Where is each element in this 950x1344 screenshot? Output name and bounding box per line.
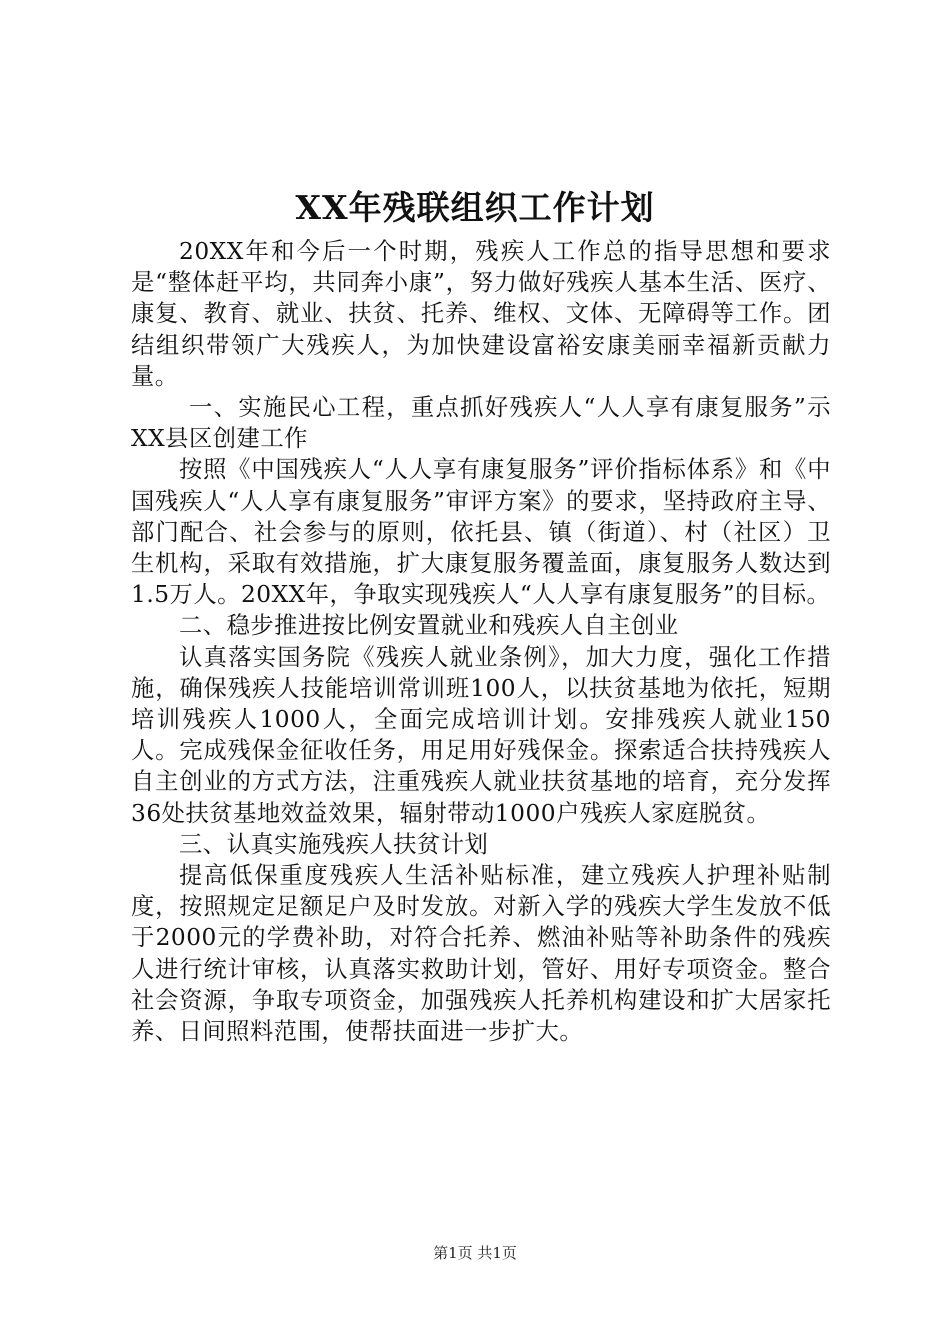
document-body [131,236,831,1047]
paragraph-section-1: 按照《中国残疾人“人人享有康复服务”评价指标体系》和《中国残疾人“人人享有康复服务”审评方案》的要求，坚持政府主导、部门配合、社会参与的原则，依托县、镇（街道）、村（社区）卫生机构，采取有效措施，扩大康复服务覆盖面，康复服务人数达到1.5万人。20XX年，争取实现残疾人“人人享有康复服务”的目标。 [131,456,831,609]
paragraph-section-2: 认真落实国务院《残疾人就业条例》，加大力度，强化工作措施，确保残疾人技能培训常训班100人，以扶贫基地为依托，短期培训残疾人1000人，全面完成培训计划。安排残疾人就业150人。完成残保金征收任务，用足用好残保金。探索适合扶持残疾人自主创业的方式方法，注重残疾人就业扶贫基地的培育，充分发挥36处扶贫基地效益效果，辐射带动1000户残疾人家庭脱贫。 [131,643,831,827]
document-title: XX年残联组织工作计划 [295,188,655,227]
section-heading-2: 二、稳步推进按比例安置就业和残疾人自主创业 [179,612,679,640]
section-heading-3: 三、认真实施残疾人扶贫计划 [179,830,489,858]
paragraph-section-3: 提高低保重度残疾人生活补贴标准，建立残疾人护理补贴制度，按照规定足额足户及时发放。对新入学的残疾大学生发放不低于2000元的学费补助，对符合托养、燃油补贴等补助条件的残疾人进行统计审核，认真落实救助计划，管好、用好专项资金。整合社会资源，争取专项资金，加强残疾人托养机构建设和扩大居家托养、日间照料范围，使帮扶面进一步扩大。 [131,862,831,1046]
paragraph-intro: 20XX年和今后一个时期，残疾人工作总的指导思想和要求是“整体赶平均，共同奔小康”，努力做好残疾人基本生活、医疗、康复、教育、就业、扶贫、托养、维权、文体、无障碍等工作。团结组织带领广大残疾人，为加快建设富裕安康美丽幸福新贡献力量。 [131,238,831,390]
section-heading-1: 一、实施民心工程，重点抓好残疾人“人人享有康复服务”示XX县区创建工作 [131,394,831,453]
page-footer: 第1页 共1页 [433,1244,517,1262]
